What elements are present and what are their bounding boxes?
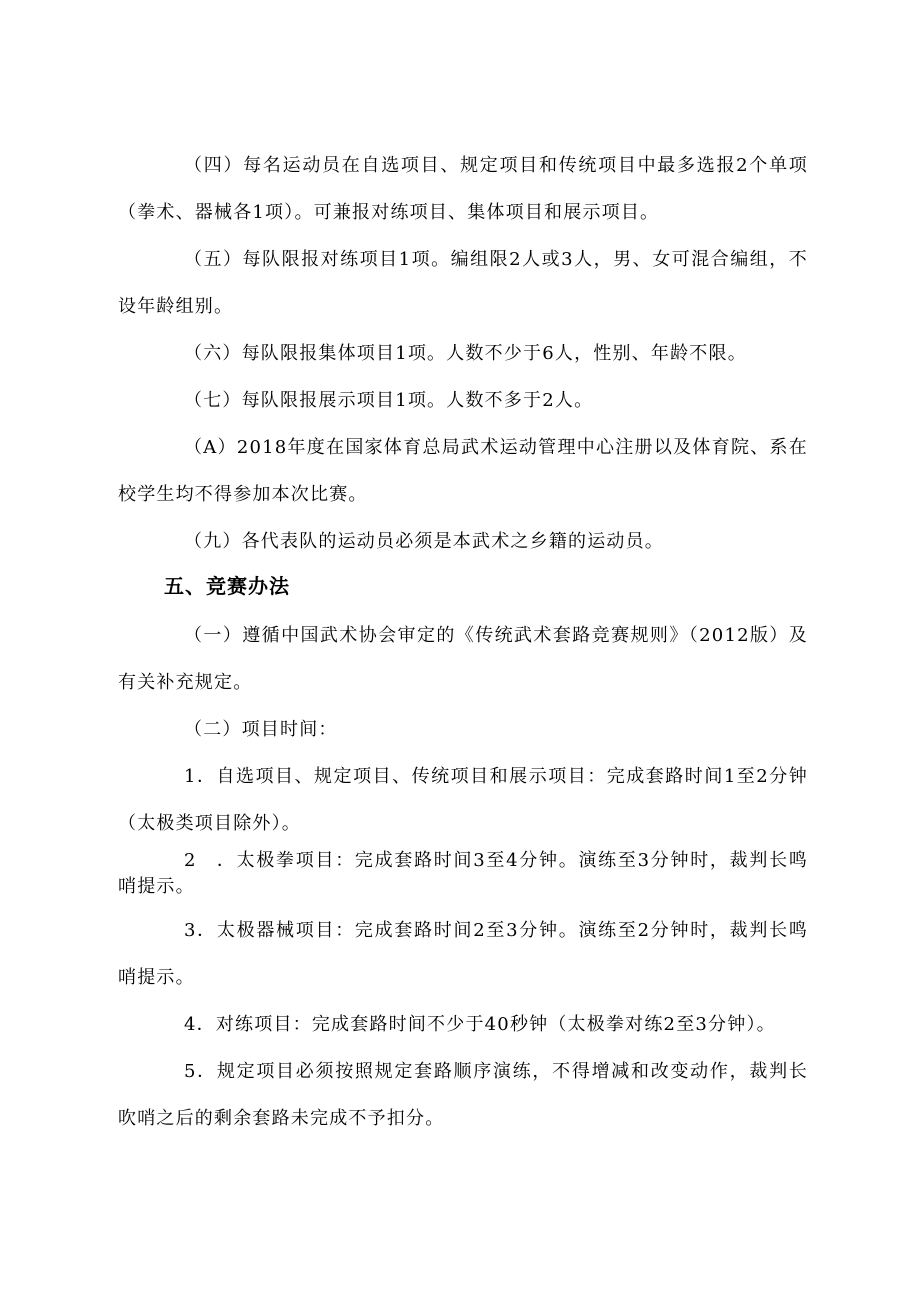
paragraph-item-9: （九）各代表队的运动员必须是本武术之乡籍的运动员。 (184, 531, 664, 552)
rule-time-item-2: 2 ．太极拳项目：完成套路时间3至4分钟。演练至3分钟时，裁判长鸣哨提示。 (118, 850, 808, 897)
rule-time-item-3: 3．太极器械项目：完成套路时间2至3分钟。演练至2分钟时，裁判长鸣哨提示。 (118, 920, 808, 988)
section-heading: 五、竞赛办法 (164, 574, 290, 598)
paragraph-item-7: （七）每队限报展示项目1项。人数不多于2人。 (184, 390, 594, 411)
rule-time-item-4: 4．对练项目：完成套路时间不少于40秒钟（太极拳对练2至3分钟）。 (184, 1014, 776, 1035)
paragraph-item-5: （五）每队限报对练项目1项。编组限2人或3人，男、女可混合编组，不设年龄组别。 (118, 249, 808, 317)
rule-item-2: （二）项目时间： (184, 719, 338, 740)
paragraph-item-4: （四）每名运动员在自选项目、规定项目和传统项目中最多选报2个单项（拳术、器械各1项）。可兼报对练项目、集体项目和展示项目。 (118, 155, 808, 223)
paragraph-item-8: （A）2018年度在国家体育总局武术运动管理中心注册以及体育院、系在校学生均不得参加本次比赛。 (118, 437, 808, 505)
rule-time-item-5: 5．规定项目必须按照规定套路顺序演练，不得增减和改变动作，裁判长吹哨之后的剩余套路未完成不予扣分。 (118, 1061, 808, 1129)
rule-item-1: （一）遵循中国武术协会审定的《传统武术套路竞赛规则》（2012版）及有关补充规定。 (118, 625, 808, 693)
paragraph-item-6: （六）每队限报集体项目1项。人数不少于6人，性别、年龄不限。 (184, 343, 747, 364)
rule-time-item-1: 1．自选项目、规定项目、传统项目和展示项目：完成套路时间1至2分钟（太极类项目除外）。 (118, 766, 808, 834)
